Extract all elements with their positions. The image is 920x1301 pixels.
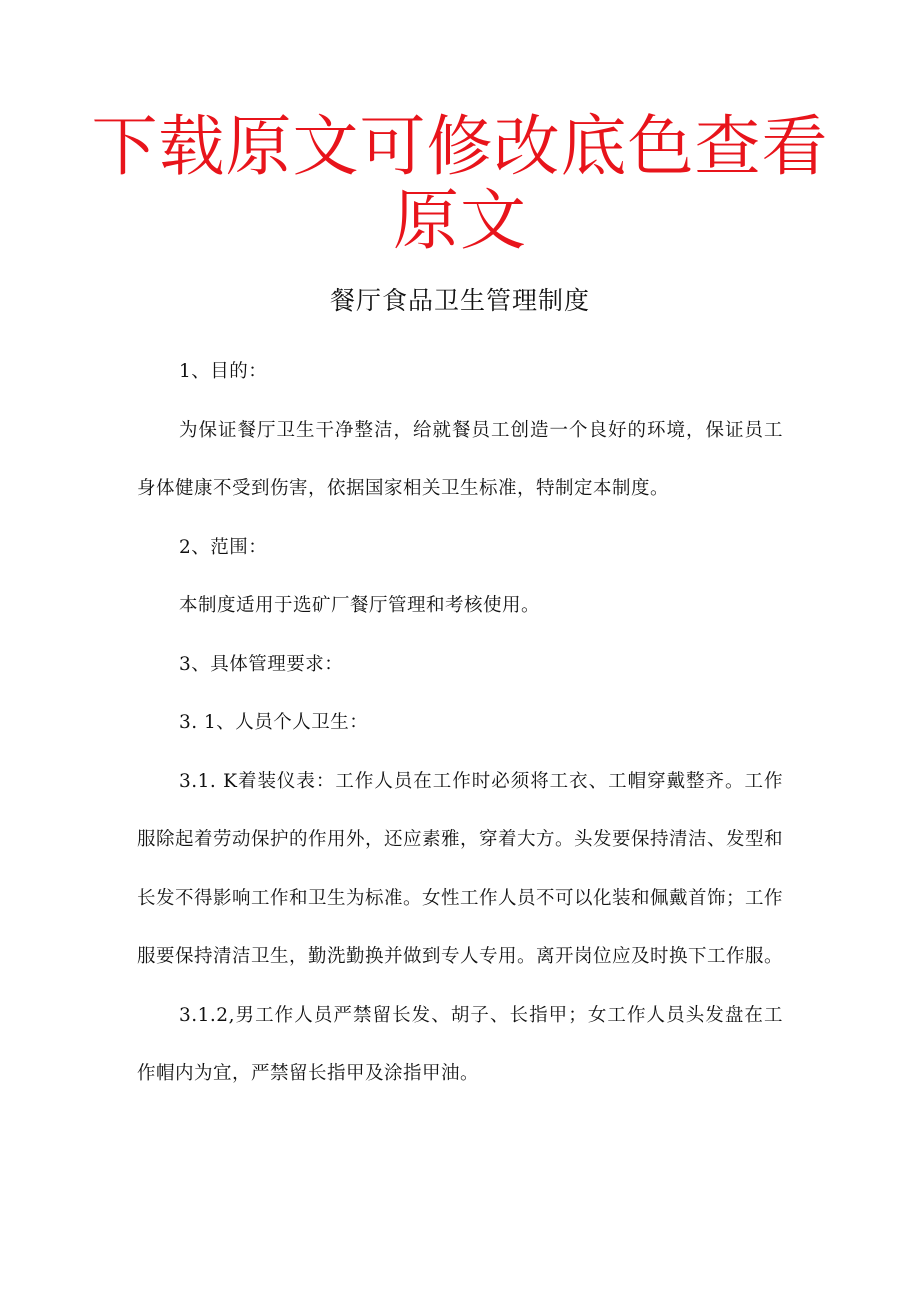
section-3-heading: 3、具体管理要求： (179, 653, 344, 675)
download-banner-line-1: 下载原文可修改底色查看 (91, 108, 829, 185)
clause-3-1-2-paragraph: 3.1.2,男工作人员严禁留长发、胡子、长指甲；女工作人员头发盘在工作帽内为宜，严禁留长指甲及涂指甲油。 (137, 1004, 783, 1084)
section-1-paragraph: 为保证餐厅卫生干净整洁，给就餐员工创造一个良好的环境，保证员工身体健康不受到伤害，依据国家相关卫生标准，特制定本制度。 (137, 419, 783, 499)
section-1-heading: 1、目的： (179, 361, 268, 382)
document-body (137, 343, 783, 1104)
section-2-paragraph: 本制度适用于选矿厂餐厅管理和考核使用。 (179, 595, 541, 616)
subsection-3-1-heading: 3. 1、人员个人卫生： (179, 712, 369, 733)
download-banner-line-2: 原文 (393, 182, 527, 259)
document-title: 餐厅食品卫生管理制度 (329, 286, 590, 315)
section-2-heading: 2、范围： (179, 536, 268, 558)
clause-3-1-1-paragraph: 3.1. K着装仪表：工作人员在工作时必须将工衣、工帽穿戴整齐。工作服除起着劳动保护的作用外，还应素雅，穿着大方。头发要保持清洁、发型和长发不得影响工作和卫生为标准。女性工作人员不可以化装和佩戴首饰；工作服要保持清洁卫生，勤洗勤换并做到专人专用。离开岗位应及时换下工作服。 (137, 770, 784, 967)
